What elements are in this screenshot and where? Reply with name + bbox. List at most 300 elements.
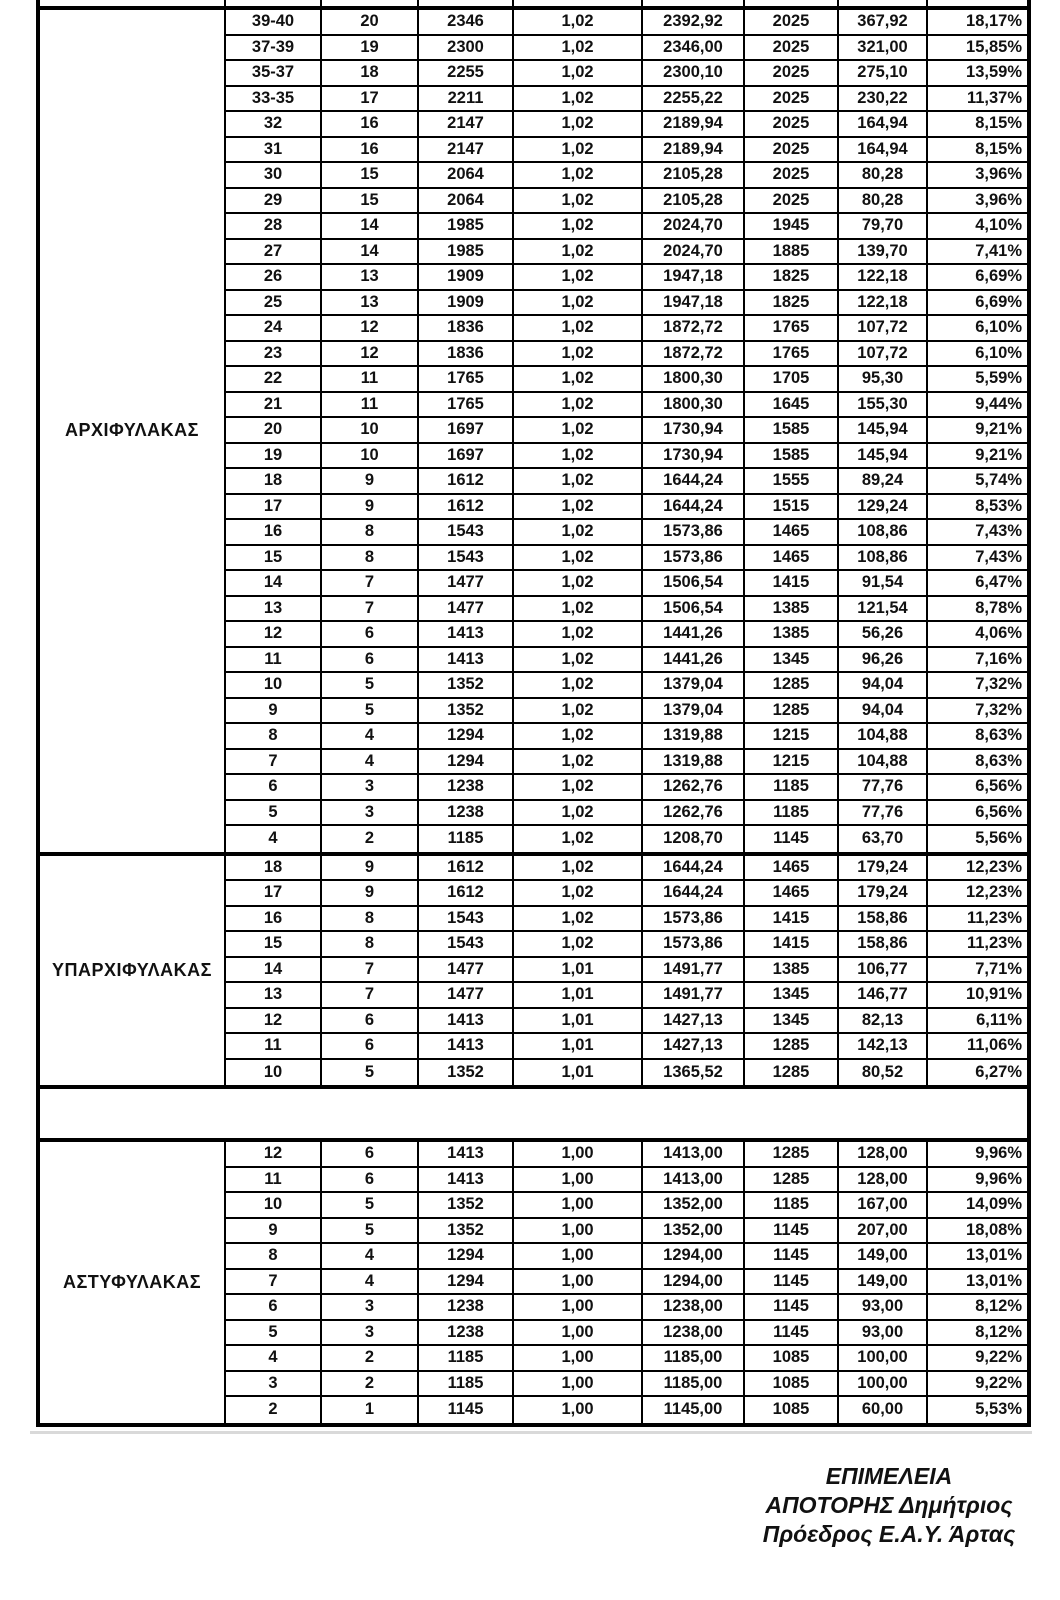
table-cell: 1825 [745,291,839,315]
table-cell: 1385 [745,597,839,621]
table-cell: 89,24 [839,469,928,493]
table-cell: 1285 [745,699,839,723]
table-cell: 10 [322,418,419,442]
table-cell: 4 [322,1270,419,1294]
table-cell: 1985 [419,214,514,238]
table-cell: 1765 [745,342,839,366]
table-cell: 93,00 [839,1295,928,1319]
table-cell: 13 [322,291,419,315]
table-cell: 12,23% [966,857,1022,876]
table-cell: 16 [322,138,419,162]
table-cell: 6,47% [975,573,1022,592]
sliver-cell [643,0,745,6]
table-cell: 121,54 [839,597,928,621]
table-row [226,699,1027,725]
table-cell: 1,02 [514,907,643,931]
table-cell: 8,78% [975,598,1022,617]
table-cell: 9,21% [975,420,1022,439]
table-cell: 1,02 [514,418,643,442]
table-cell: 1413 [419,1168,514,1192]
table-cell: 24 [226,316,322,340]
table-cell: 9 [226,1219,322,1243]
table-cell: 1345 [745,1009,839,1033]
table-cell: 6,56% [975,777,1022,796]
table-cell: 8,53% [975,496,1022,515]
table-row [226,775,1027,801]
table-row [226,138,1027,164]
table-cell: 6 [226,775,322,799]
table-cell: 2300,10 [643,61,745,85]
table-row [226,495,1027,521]
table-cell: 149,00 [839,1244,928,1268]
table-row [226,520,1027,546]
table-cell: 1185 [745,775,839,799]
table-cell: 1697 [419,418,514,442]
table-cell: 106,77 [839,958,928,982]
table-cell: 8,12% [975,1322,1022,1341]
table-cell: 1612 [419,856,514,880]
section-rows [226,1142,1027,1423]
table-row [226,546,1027,572]
table-cell: 4 [226,1346,322,1370]
table-cell: 2255 [419,61,514,85]
table-cell: 1477 [419,597,514,621]
table-cell: 9,22% [975,1373,1022,1392]
table-cell: 10 [226,1193,322,1217]
table-cell: 6,69% [975,267,1022,286]
table-cell: 1836 [419,342,514,366]
table-cell: 1145 [745,1295,839,1319]
table-cell: 11 [226,648,322,672]
table-cell: 1415 [745,907,839,931]
table-row [226,393,1027,419]
table-cell: 1085 [745,1397,839,1423]
table-cell: 32 [226,112,322,136]
table-cell: 2025 [745,61,839,85]
table-cell: 9 [226,699,322,723]
table-cell: 1,02 [514,87,643,111]
table-cell: 15 [226,546,322,570]
table-cell: 9,44% [975,394,1022,413]
empty-spacer-row [40,1089,1027,1142]
table-cell: 1262,76 [643,775,745,799]
table-cell: 11 [226,1168,322,1192]
table-cell: 18 [226,469,322,493]
table-cell: 3 [322,775,419,799]
table-cell: 1543 [419,907,514,931]
table-cell: 164,94 [839,112,928,136]
table-cell: 1413,00 [643,1168,745,1192]
table-cell: 1352,00 [643,1219,745,1243]
table-cell: 1415 [745,571,839,595]
table-cell: 1909 [419,265,514,289]
table-cell: 2346,00 [643,36,745,60]
table-cell: 6,56% [975,802,1022,821]
table-cell: 1477 [419,571,514,595]
table-cell: 80,28 [839,163,928,187]
table-cell: 8,15% [975,114,1022,133]
table-cell: 128,00 [839,1142,928,1166]
table-cell: 2025 [745,163,839,187]
table-row [226,1270,1027,1296]
table-cell: 1585 [745,444,839,468]
table-row [226,673,1027,699]
table-cell: 2064 [419,163,514,187]
table-cell: 1285 [745,1168,839,1192]
table-cell: 1352,00 [643,1193,745,1217]
table-cell: 3 [322,1321,419,1345]
table-cell: 1,01 [514,1060,643,1086]
table-cell: 2 [226,1397,322,1423]
table-cell: 1,02 [514,775,643,799]
table-cell: 1,00 [514,1193,643,1217]
table-cell: 4 [226,826,322,852]
table-cell: 1145,00 [643,1397,745,1423]
table-cell: 1208,70 [643,826,745,852]
table-cell: 8,63% [975,751,1022,770]
table-cell: 5 [322,1060,419,1086]
table-row [226,1397,1027,1423]
table-cell: 1730,94 [643,418,745,442]
table-row [226,1321,1027,1347]
table-cell: 8 [226,1244,322,1268]
table-cell: 1,02 [514,316,643,340]
table-cell: 1612 [419,881,514,905]
sliver-cell [514,0,643,6]
table-cell: 6,11% [976,1010,1022,1029]
table-cell: 1,02 [514,520,643,544]
table-cell: 1,02 [514,61,643,85]
table-cell: 6 [322,648,419,672]
table-cell: 1352 [419,673,514,697]
table-cell: 1,02 [514,724,643,748]
table-cell: 2 [322,826,419,852]
table-cell: 1294,00 [643,1270,745,1294]
table-cell: 1,02 [514,597,643,621]
table-cell: 1345 [745,983,839,1007]
table-cell: 1585 [745,418,839,442]
table-cell: 122,18 [839,265,928,289]
table-row [226,983,1027,1009]
table-cell: 1,02 [514,546,643,570]
table-cell: 207,00 [839,1219,928,1243]
table-cell: 11 [226,1034,322,1058]
table-cell: 6,10% [975,343,1022,362]
table-cell: 1800,30 [643,393,745,417]
table-cell: 1352 [419,1060,514,1086]
table-cell: 7,71% [975,959,1022,978]
table-cell: 2024,70 [643,214,745,238]
table-cell: 6 [322,1009,419,1033]
table-cell: 7,16% [975,649,1022,668]
table-cell: 1365,52 [643,1060,745,1086]
table-cell: 13,01% [966,1246,1022,1265]
table-cell: 149,00 [839,1270,928,1294]
table-cell: 1427,13 [643,1009,745,1033]
table-cell: 1413 [419,1009,514,1033]
table-cell: 1215 [745,750,839,774]
table-cell: 1477 [419,958,514,982]
table-row [226,1219,1027,1245]
table-cell: 1085 [745,1346,839,1370]
table-row [226,1346,1027,1372]
table-row [226,1295,1027,1321]
table-cell: 108,86 [839,546,928,570]
table-cell: 1413 [419,1142,514,1166]
table-cell: 8,63% [975,726,1022,745]
table-cell: 7,43% [975,522,1022,541]
table-cell: 8 [322,907,419,931]
table-cell: 60,00 [839,1397,928,1423]
table-cell: 1,00 [514,1397,643,1423]
table-cell: 82,13 [839,1009,928,1033]
table-cell: 100,00 [839,1346,928,1370]
table-cell: 5,74% [975,471,1022,490]
table-cell: 22 [226,367,322,391]
table-cell: 1262,76 [643,801,745,825]
table-cell: 1,02 [514,163,643,187]
table-cell: 1379,04 [643,699,745,723]
table-row [226,342,1027,368]
table-row [226,469,1027,495]
table-cell: 16 [322,112,419,136]
table-cell: 25 [226,291,322,315]
section-rows [226,856,1027,1086]
table-cell: 2189,94 [643,138,745,162]
table-row [226,648,1027,674]
table-cell: 129,24 [839,495,928,519]
table-cell: 12 [322,316,419,340]
table-cell: 1644,24 [643,469,745,493]
table-row [226,10,1027,36]
table-cell: 11,23% [966,908,1022,927]
signature-title: ΕΠΙΜΕΛΕΙΑ [825,1463,953,1489]
table-cell: 164,94 [839,138,928,162]
table-row [226,597,1027,623]
table-cell: 367,92 [839,10,928,34]
table-cell: 1,02 [514,265,643,289]
table-cell: 1427,13 [643,1034,745,1058]
table-cell: 18 [322,61,419,85]
table-cell: 1,02 [514,932,643,956]
sliver-cell [839,0,928,6]
signature-name: ΑΠΟΤΟΡΗΣ Δημήτριος [765,1492,1013,1518]
table-cell: 1947,18 [643,291,745,315]
table-cell: 10,91% [966,985,1022,1004]
table-cell: 5 [322,699,419,723]
table-cell: 21 [226,393,322,417]
table-cell: 14,09% [966,1195,1022,1214]
table-row [226,214,1027,240]
table-row [226,571,1027,597]
table-cell: 1385 [745,958,839,982]
table-cell: 1573,86 [643,546,745,570]
sliver-cell [40,0,226,6]
sliver-cell [226,0,322,6]
table-cell: 104,88 [839,724,928,748]
table-row [226,856,1027,882]
table-cell: 31 [226,138,322,162]
table-cell: 1352 [419,699,514,723]
table-cell: 2346 [419,10,514,34]
table-cell: 1294,00 [643,1244,745,1268]
table-cell: 1145 [419,1397,514,1423]
table-cell: 2105,28 [643,163,745,187]
table-cell: 1,02 [514,801,643,825]
table-cell: 5 [322,673,419,697]
section-rows [226,10,1027,852]
table-cell: 10 [322,444,419,468]
table-row [226,163,1027,189]
table-cell: 1836 [419,316,514,340]
table-cell: 9,96% [975,1169,1022,1188]
table-cell: 1185 [419,1346,514,1370]
table-cell: 1,00 [514,1219,643,1243]
table-cell: 108,86 [839,520,928,544]
table-cell: 77,76 [839,801,928,825]
table-cell: 1465 [745,546,839,570]
table-row [226,112,1027,138]
table-cell: 9,21% [975,445,1022,464]
table-cell: 158,86 [839,932,928,956]
table-cell: 1,00 [514,1168,643,1192]
table-cell: 2255,22 [643,87,745,111]
table-row [226,418,1027,444]
table-row [226,1142,1027,1168]
table-cell: 6,10% [975,318,1022,337]
table-cell: 1441,26 [643,648,745,672]
table-cell: 1185 [745,801,839,825]
table-cell: 1644,24 [643,856,745,880]
table-cell: 1515 [745,495,839,519]
table-cell: 28 [226,214,322,238]
table-row [226,291,1027,317]
table-cell: 1,02 [514,112,643,136]
table-cell: 1506,54 [643,597,745,621]
table-cell: 139,70 [839,240,928,264]
table-cell: 1413 [419,1034,514,1058]
table-cell: 15 [226,932,322,956]
table-cell: 11,06% [966,1036,1022,1055]
table-cell: 1,02 [514,214,643,238]
table-cell: 9 [322,881,419,905]
table-cell: 8 [322,932,419,956]
table-row [226,801,1027,827]
table-cell: 3 [226,1372,322,1396]
table-cell: 2024,70 [643,240,745,264]
table-row [226,240,1027,266]
table-cell: 1294 [419,1244,514,1268]
table-cell: 275,10 [839,61,928,85]
table-cell: 8 [322,546,419,570]
table-cell: 2 [322,1346,419,1370]
table-cell: 18 [226,856,322,880]
table-cell: 1465 [745,856,839,880]
table-cell: 9 [322,469,419,493]
table-cell: 1,02 [514,622,643,646]
table-cell: 6,27% [975,1062,1022,1081]
table-cell: 7 [322,958,419,982]
table-cell: 146,77 [839,983,928,1007]
table-row [226,826,1027,852]
table-cell: 1612 [419,495,514,519]
table-cell: 2211 [419,87,514,111]
table-cell: 1,01 [514,958,643,982]
table-cell: 2025 [745,36,839,60]
table-cell: 30 [226,163,322,187]
table-cell: 1,02 [514,240,643,264]
table-cell: 1,02 [514,393,643,417]
table-cell: 6 [322,1034,419,1058]
rank-label: ΑΣΤΥΦΥΛΑΚΑΣ [40,1142,226,1423]
table-cell: 1,00 [514,1321,643,1345]
table-cell: 39-40 [226,10,322,34]
table-cell: 14 [322,214,419,238]
table-cell: 2 [322,1372,419,1396]
table-cell: 1,00 [514,1372,643,1396]
sliver-cell [322,0,419,6]
table-cell: 1573,86 [643,520,745,544]
table-cell: 1,02 [514,826,643,852]
table-cell: 1800,30 [643,367,745,391]
table-cell: 10 [226,1060,322,1086]
table-cell: 1238 [419,775,514,799]
table-cell: 8 [226,724,322,748]
table-cell: 142,13 [839,1034,928,1058]
table-cell: 6,69% [975,292,1022,311]
table-cell: 2392,92 [643,10,745,34]
table-cell: 14 [226,958,322,982]
table-cell: 29 [226,189,322,213]
table-cell: 17 [226,881,322,905]
section-astyfylakas [40,1142,1027,1423]
table-row [226,36,1027,62]
table-cell: 6 [322,1142,419,1166]
table-cell: 1,02 [514,10,643,34]
sliver-cell [419,0,514,6]
table-cell: 1909 [419,291,514,315]
table-cell: 1145 [745,1321,839,1345]
table-cell: 1294 [419,724,514,748]
table-cell: 1765 [419,393,514,417]
table-cell: 93,00 [839,1321,928,1345]
table-cell: 1,01 [514,983,643,1007]
table-cell: 95,30 [839,367,928,391]
table-cell: 1,02 [514,881,643,905]
table-row [226,316,1027,342]
table-cell: 80,28 [839,189,928,213]
table-cell: 1705 [745,367,839,391]
table-cell: 1543 [419,520,514,544]
table-row [226,61,1027,87]
table-cell: 2300 [419,36,514,60]
table-cell: 230,22 [839,87,928,111]
table-cell: 18,17% [966,12,1022,31]
table-cell: 1085 [745,1372,839,1396]
table-row [226,1034,1027,1060]
table-cell: 15,85% [966,37,1022,56]
table-cell: 1413 [419,648,514,672]
table-row [226,932,1027,958]
table-cell: 1,00 [514,1346,643,1370]
table-cell: 1185,00 [643,1372,745,1396]
table-cell: 13 [226,597,322,621]
table-cell: 1,00 [514,1295,643,1319]
scan-shadow [30,1431,1032,1434]
table-cell: 5,56% [975,829,1022,848]
table-cell: 7 [322,571,419,595]
table-cell: 1765 [745,316,839,340]
